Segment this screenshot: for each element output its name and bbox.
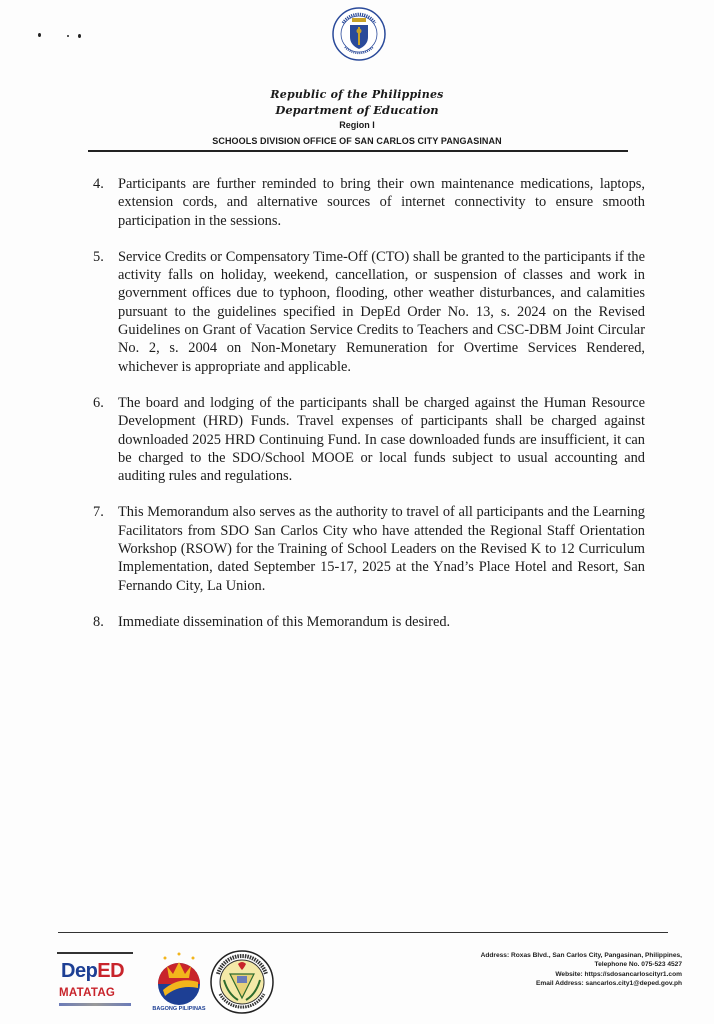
memo-item-8 [93,613,645,631]
item-number: 6. [93,394,104,411]
address-text: Address: Roxas Blvd., San Carlos City, Pangasinan, Philippines, [480,952,682,959]
matatag-tagline [59,1003,131,1006]
item-text: Immediate dissemination of this Memorandum is desired. [118,613,451,630]
item-text: Service Credits or Compensatory Time-Off (CTO) shall be granted to the participants if the activity falls on holiday, weekend, cancellation, or suspension of classes and work in government offices due to typhoon, flooding, other weather disturbances, and calamities pursuant to the guidelines specified in DepEd Order No. 13, s. 2024 on the Revised Guidelines on Grant of Vacation Service Credits to Teachers and CSC-DBM Joint Circular No. 2, s. 2004 on Non-Monetary Remuneration for Overtime Services Rendered, whichever is appropriate and applicable. [118,248,645,375]
sdo-seal-icon [210,950,274,1014]
scan-specks [34,32,94,42]
memo-item-7 [93,503,645,594]
item-text: Participants are further reminded to bring their own maintenance medications, laptops, extension cords, and alternative sources of internet connectivity to ensure smooth participation in the sessions. [118,176,645,229]
bagong-pilipinas-logo [143,948,215,1018]
matatag-text: MATATAG [59,987,116,999]
website-link[interactable]: Website: https://sdosancarloscityr1.com [555,970,682,978]
deped-seal-icon [332,7,386,61]
deped-logo-ed: ED [97,960,125,982]
bagong-pilipinas-label: BAGONG PILIPINAS [152,1006,206,1012]
item-text: This Memorandum also serves as the authority to travel of all participants and the Learning Facilitators from SDO San Carlos City who have attended the Regional Staff Orientation Workshop (RSOW) for the Training of School Leaders on the Revised K to 12 Curriculum Implementation, dated September 15-17, 2025 at the Ynad’s Place Hotel and Resort, San Fernando City, La Union. [118,504,645,594]
memo-item-6 [93,394,645,485]
department-heading: Department of Education [275,103,439,117]
contact-block [420,951,682,988]
region-heading: Region I [339,120,375,130]
item-number: 5. [93,248,104,265]
item-number: 4. [93,176,104,192]
header-divider [88,150,628,152]
telephone-text: Telephone No. 075-523 4527 [594,961,682,969]
deped-logo-text: Dep [61,960,98,982]
item-text: The board and lodging of the participants shall be charged against the Human Resource Development (HRD) Funds. Travel expenses of participants shall be charged against downloaded 2025 HRD Continuing Fund. In case downloaded funds are insufficient, it can be charged to the SDO/School MOOE or local funds subject to usual accounting and auditing rules and regulations. [118,394,645,485]
footer-divider [58,932,668,933]
deped-matatag-logo [55,952,135,1016]
item-number: 7. [93,504,104,521]
bagong-pilipinas-icon [143,948,215,1006]
footer-logos [55,948,295,1018]
office-heading: SCHOOLS DIVISION OFFICE OF SAN CARLOS CITY PANGASINAN [212,136,502,146]
republic-heading: Republic of the Philippines [270,88,444,101]
email-link[interactable]: Email Address: sancarlos.city1@deped.gov.ph [535,979,682,987]
memo-item-4 [93,175,645,230]
memo-body [93,175,645,649]
memo-item-5 [93,248,645,376]
item-number: 8. [93,613,104,630]
